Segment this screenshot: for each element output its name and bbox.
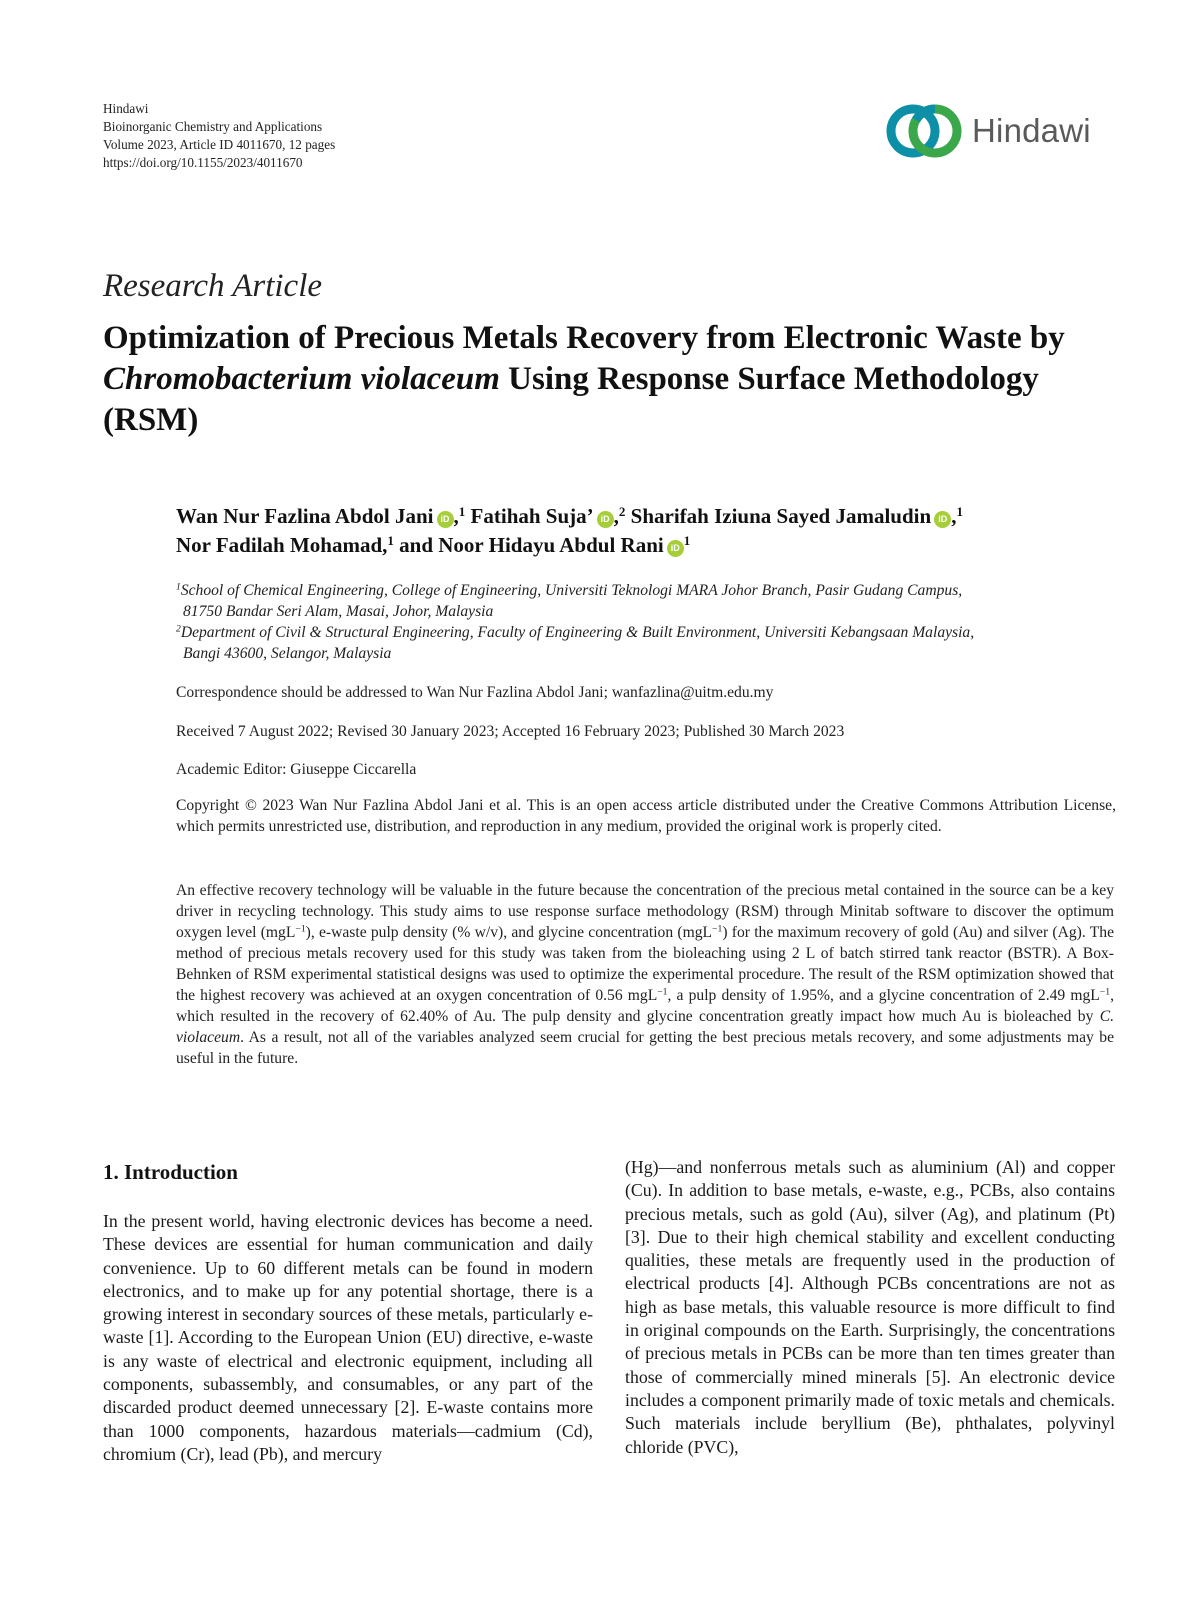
affiliation-line: Bangi 43600, Selangor, Malaysia	[183, 645, 392, 662]
affiliation-line: School of Chemical Engineering, College of Engineering, Universiti Teknologi MARA Johor Branch, Pasir Gudang Campus,	[180, 582, 963, 599]
volume-line: Volume 2023, Article ID 4011670, 12 pages	[103, 137, 336, 152]
journal-name: Bioinorganic Chemistry and Applications	[103, 119, 323, 134]
hindawi-rings-icon	[882, 100, 966, 162]
title-organism: Chromobacterium violaceum	[103, 361, 500, 397]
orcid-icon[interactable]: iD	[934, 511, 951, 528]
copyright-notice: Copyright © 2023 Wan Nur Fazlina Abdol Jani et al. This is an open access article distributed under the Creative Commons Attribution License, which permits unrestricted use, distribution, and reproduction in any medium, provided the original work is properly cited.	[176, 797, 1116, 835]
author-list	[176, 502, 1116, 560]
article-title	[103, 318, 1113, 441]
affiliation-line: 81750 Bandar Seri Alam, Masai, Johor, Malaysia	[183, 603, 494, 620]
unit-exponent: −1	[295, 923, 306, 935]
orcid-icon[interactable]: iD	[437, 511, 454, 528]
author-separator: ,	[951, 504, 957, 528]
affiliation-2	[176, 622, 1116, 664]
author-separator: ,	[453, 504, 459, 528]
affiliation-number: 1	[176, 581, 181, 593]
affiliation-1	[176, 580, 1116, 622]
author-name: Nor Fadilah Mohamad,	[176, 533, 388, 557]
orcid-icon[interactable]: iD	[597, 511, 614, 528]
doi-link[interactable]: https://doi.org/10.1155/2023/4011670	[103, 155, 303, 170]
title-part-2: Using Response Surface Methodology (RSM)	[103, 361, 1039, 438]
author-affiliation: 1	[683, 532, 691, 548]
author-separator: ,	[613, 504, 619, 528]
section-heading: 1. Introduction	[103, 1160, 238, 1184]
author-affiliation: 1	[387, 532, 394, 548]
abstract-text: , which resulted in the recovery of 62.40% of Au. The pulp density and glycine concentration greatly impact how much Au is bioleached by	[176, 987, 1114, 1025]
unit-exponent: −1	[657, 986, 668, 998]
author-name: Sharifah Iziuna Sayed Jamaludin	[630, 504, 932, 528]
abstract-text: , a pulp density of 1.95%, and a glycine concentration of 2.49 mgL	[667, 987, 1100, 1004]
unit-exponent: −1	[1099, 986, 1111, 998]
author-name: Wan Nur Fazlina Abdol Jani	[176, 504, 434, 528]
abstract-text: . As a result, not all of the variables analyzed seem crucial for getting the best precious metals recovery, and some adjustments may be useful in the future.	[176, 1029, 1114, 1067]
author-affiliation: 1	[458, 503, 466, 519]
hindawi-logo	[882, 96, 1112, 166]
author-name: and Noor Hidayu Abdul Rani	[399, 533, 664, 557]
abstract-text: An effective recovery technology will be valuable in the future because the concentration of the precious metal contained in the source can be a key driver in recycling technology. This study aims to use response surface methodology (RSM) through Minitab software to discover the optimum oxygen level (mgL	[176, 882, 1114, 941]
author-affiliation: 1	[956, 503, 963, 519]
abstract-organism: C. violaceum	[176, 1008, 1114, 1046]
author-name: Fatihah Suja’	[470, 504, 594, 528]
author-affiliation: 2	[618, 503, 626, 519]
affiliation-line: Department of Civil & Structural Engineering, Faculty of Engineering & Built Environment, Universiti Kebangsaan Malaysia,	[180, 624, 975, 641]
abstract-text: ), e-waste pulp density (% w/v), and glycine concentration (mgL	[305, 924, 713, 941]
title-part-1: Optimization of Precious Metals Recovery from Electronic Waste by	[103, 320, 1065, 356]
academic-editor: Academic Editor: Giuseppe Ciccarella	[176, 761, 417, 778]
logo-wordmark: Hindawi	[972, 112, 1091, 149]
abstract-text: ) for the maximum recovery of gold (Au) and silver (Ag). The method of precious metals recovery used for this study was taken from the bioleaching using 2 L of batch stirred tank reactor (BSTR). A Box-Behnken of RSM experimental statistical designs was used to optimize the experimental procedure. The result of the RSM optimization showed that the highest recovery was achieved at an oxygen concentration of 0.56 mgL	[176, 924, 1114, 1004]
article-type: Research Article	[103, 268, 323, 304]
affiliation-number: 2	[176, 623, 181, 635]
body-column-left: In the present world, having electronic devices has become a need. These devices are essential for human communication and daily convenience. Up to 60 different metals can be found in modern electronics, and to make up for any potential shortage, there is a growing interest in secondary sources of these metals, particularly e-waste [1]. According to the European Union (EU) directive, e-waste is any waste of electrical and electronic equipment, including all components, subassembly, and consumables, or any part of the discarded product deemed unnecessary [2]. E-waste contains more than 1000 components, hazardous materials—cadmium (Cd), chromium (Cr), lead (Pb), and mercury	[103, 1211, 593, 1464]
publisher-name: Hindawi	[103, 101, 149, 116]
unit-exponent: −1	[712, 923, 723, 935]
abstract	[176, 880, 1114, 1069]
publication-dates: Received 7 August 2022; Revised 30 January 2023; Accepted 16 February 2023; Published 30 March 2023	[176, 723, 845, 740]
body-column-right: (Hg)—and nonferrous metals such as aluminium (Al) and copper (Cu). In addition to base metals, e-waste, e.g., PCBs, also contains precious metals, such as gold (Au), silver (Ag), and platinum (Pt) [3]. Due to their high chemical stability and excellent conducting qualities, these metals are frequently used in the production of electrical products [4]. Although PCBs concentrations are not as high as base metals, this valuable resource is more difficult to find in original compounds on the Earth. Surprisingly, the concentrations of precious metals in PCBs can be more than ten times greater than those of commercially mined minerals [5]. An electronic device includes a component primarily made of toxic metals and chemicals. Such materials include beryllium (Be), phthalates, polyvinyl chloride (PVC),	[625, 1157, 1115, 1457]
correspondence: Correspondence should be addressed to Wan Nur Fazlina Abdol Jani; wanfazlina@uitm.edu.my	[176, 684, 774, 701]
journal-info	[103, 100, 335, 172]
orcid-icon[interactable]: iD	[667, 540, 684, 557]
